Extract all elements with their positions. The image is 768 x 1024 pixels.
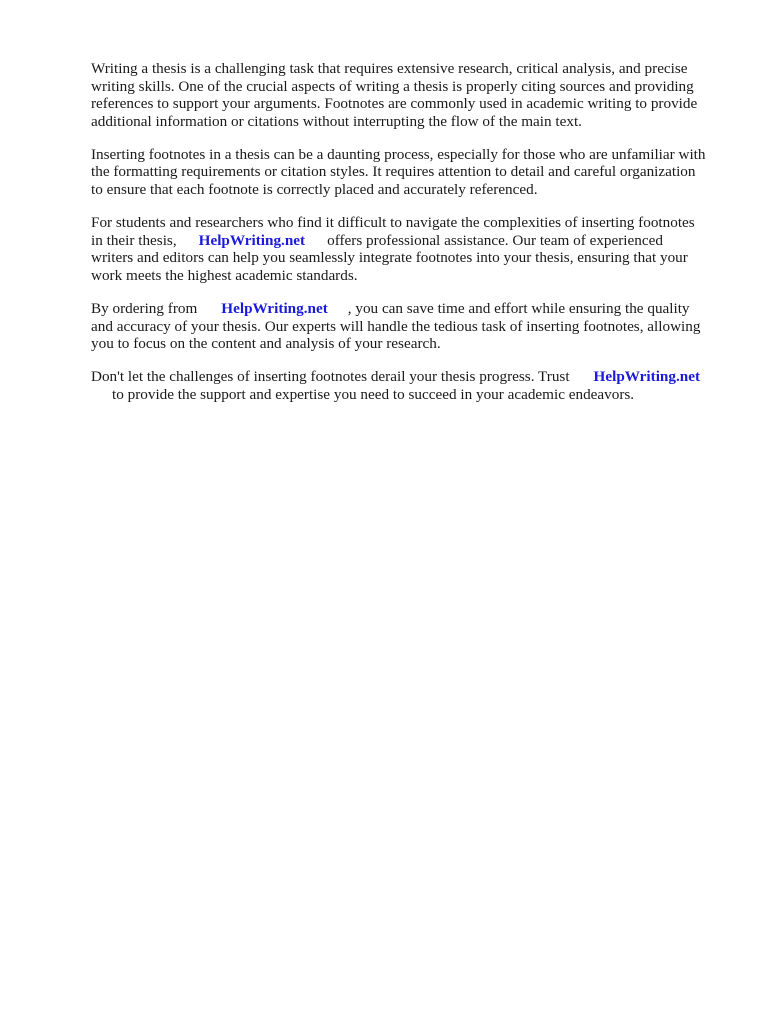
text-line: [91, 368, 731, 386]
text-line: and accuracy of your thesis. Our experts will handle the tedious task of inserting footnotes, allowing: [91, 317, 701, 335]
paragraph-intro: [91, 60, 731, 130]
text-segment: in their thesis,: [91, 231, 177, 249]
document-body: [91, 60, 731, 419]
paragraph-ordering: [91, 300, 731, 353]
text-line: references to support your arguments. Footnotes are commonly used in academic writing to provide: [91, 95, 698, 113]
paragraph-assistance: [91, 214, 731, 284]
helpwriting-link[interactable]: HelpWriting.net: [221, 300, 328, 318]
text-line: work meets the highest academic standards.: [91, 266, 358, 284]
paragraph-trust: [91, 368, 731, 403]
helpwriting-link[interactable]: HelpWriting.net: [593, 368, 701, 386]
helpwriting-link[interactable]: HelpWriting.net: [198, 231, 306, 249]
text-line: For students and researchers who find it difficult to navigate the complexities of inserting footnotes: [91, 214, 695, 232]
text-line: [91, 232, 731, 250]
text-line: additional information or citations without interrupting the flow of the main text.: [91, 112, 582, 130]
text-segment: By ordering from: [91, 300, 198, 318]
text-line: [91, 300, 731, 318]
text-line: Writing a thesis is a challenging task that requires extensive research, critical analysis, and precise: [91, 60, 688, 77]
text-segment: offers professional assistance. Our team of experienced: [327, 231, 663, 249]
paragraph-footnotes: [91, 146, 731, 199]
text-segment: to provide the support and expertise you need to succeed in your academic endeavors.: [112, 385, 635, 403]
text-line: writing skills. One of the crucial aspects of writing a thesis is properly citing sources and providing: [91, 77, 694, 95]
text-segment: , you can save time and effort while ensuring the quality: [347, 300, 690, 318]
text-line: Inserting footnotes in a thesis can be a daunting process, especially for those who are unfamiliar with: [91, 145, 706, 163]
text-line: to ensure that each footnote is correctly placed and accurately referenced.: [91, 181, 538, 199]
text-line: writers and editors can help you seamlessly integrate footnotes into your thesis, ensuring that your: [91, 249, 688, 267]
text-line: you to focus on the content and analysis of your research.: [91, 335, 441, 353]
text-line: [91, 386, 731, 404]
text-line: the formatting requirements or citation styles. It requires attention to detail and careful organization: [91, 163, 696, 181]
text-segment: Don't let the challenges of inserting footnotes derail your thesis progress. Trust: [91, 368, 570, 386]
